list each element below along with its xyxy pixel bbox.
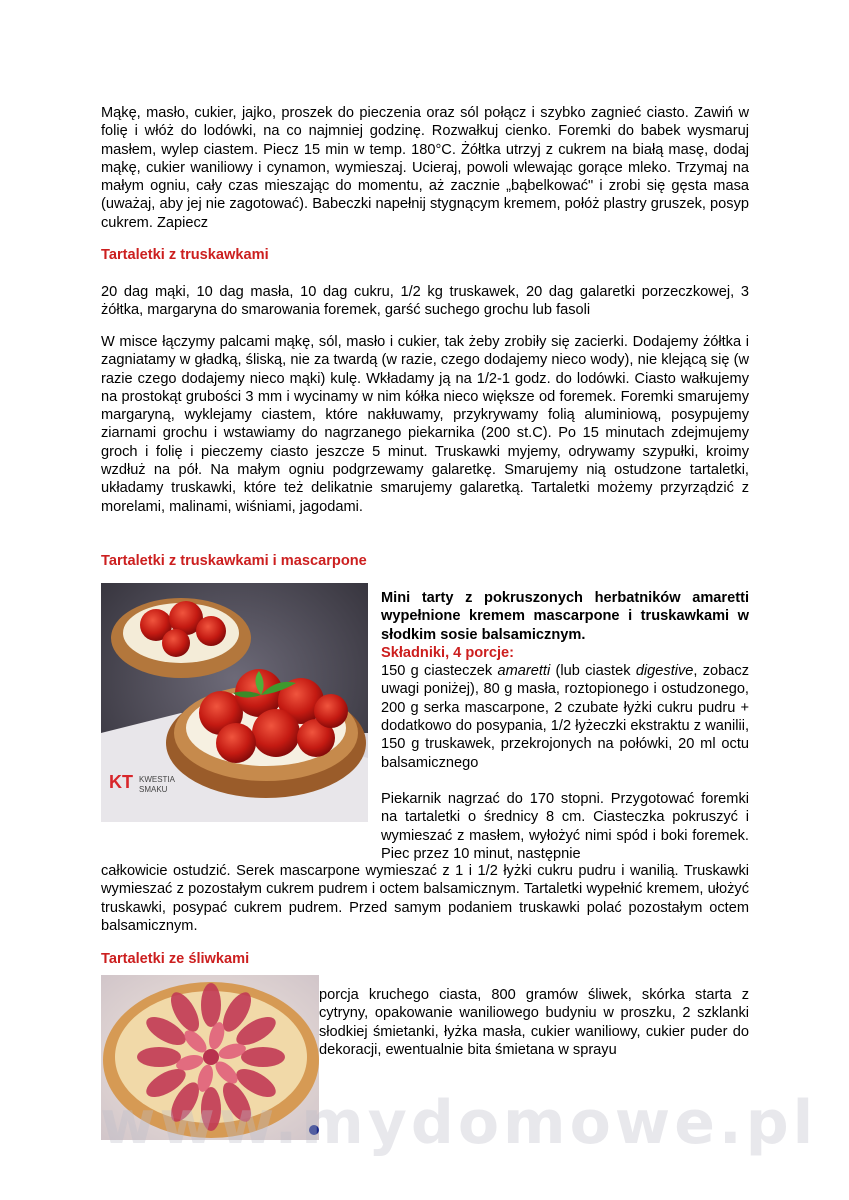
mascarpone-ingredients: 150 g ciasteczek amaretti (lub ciastek digestive, zobacz uwagi poniżej), 80 g masła, roztopionego i ostudzonego, 200 g serka mascarpone, 2 czubate łyżki cukru pudru + dodatkowo do posypania, 1/2 łyżeczki ekstraktu z wanilii, 150 g truskawek, przekrojonych na połówki, 20 ml octu balsamicznego xyxy=(381,663,750,771)
mascarpone-method-part2: całkowicie ostudzić. Serek mascarpone wymieszać z 1 i 1/2 łyżki cukru pudru i wanilią. Truskawki wymieszać z pozostałym cukrem pudrem i octem balsamicznym. Tartaletki wypełnić kremem, ułożyć truskawki, posypać cukrem pudrem. Przed samym podaniem truskawki polać pozostałym octem balsamicznym. xyxy=(101,863,749,934)
plum-tart-ingredients: porcja kruchego ciasta, 800 gramów śliwek, skórka starta z cytryny, opakowanie waniliowego budyniu w proszku, 2 szklanki słodkiej śmietanki, łyżka masła, cukier waniliowy, cukier puder do dekoracji, ewentualnie bita śmietana w sprayu xyxy=(319,987,749,1058)
ingredients-label: Składniki, 4 porcje: xyxy=(381,644,515,661)
section1-method: W misce łączymy palcami mąkę, sól, masło i cukier, tak żeby zrobiły się zacierki. Dodajemy żółtka i zagniatamy w gładką, śliską, nie za twardą (w razie, czego dodajemy nieco wody), nie klejącą się (w razie czego dodajemy nieco mąki) kulę. Wkładamy ją na 1/2-1 godz. do lodówki. Ciasto wałkujemy na prostokąt grubości 3 mm i wycinamy w nim kółka nieco większe od foremek. Foremki smarujemy margaryną, wyklejamy ciastem, które nakłuwamy, przykrywamy folią aluminiową, posypujemy ziarnami grochu i wstawiamy do nagrzanego piekarnika (200 st.C). Po 15 minutach zdejmujemy groch i folię i pieczemy ciasto jeszcze 5 minut. Truskawki myjemy, odrywamy szypułki, kroimy wzdłuż na pół. Na małym ogniu podgrzewamy galaretkę. Smarujemy nią ostudzone tartaletki, układamy truskawki, które też delikatnie smarujemy galaretką. Tartaletki możemy przyrządzić z morelami, malinami, wiśniami, jagodami. xyxy=(101,334,749,515)
mascarpone-lead: Mini tarty z pokruszonych herbatników amaretti wypełnione kremem mascarpone i truskawkami w słodkim sosie balsamicznym. xyxy=(381,590,749,643)
section-title-plum-tartlets: Tartaletki ze śliwkami xyxy=(101,951,250,967)
section1-ingredients: 20 dag mąki, 10 dag masła, 10 dag cukru, 1/2 kg truskawek, 20 dag galaretki porzeczkowej, 3 żółtka, margaryna do smarowania foremek, garść suchego grochu lub fasoli xyxy=(101,284,749,319)
svg-text:KT: KT xyxy=(109,772,133,792)
logo-text-1: KWESTIA xyxy=(139,775,176,784)
mascarpone-recipe-text xyxy=(381,589,749,863)
watermark: www.mydomowe.pl xyxy=(100,1088,818,1158)
strawberry-tart-photo xyxy=(101,583,368,822)
logo-text-2: SMAKU xyxy=(139,785,168,794)
section-title-mascarpone-tartlets: Tartaletki z truskawkami i mascarpone xyxy=(101,553,367,569)
intro-paragraph: Mąkę, masło, cukier, jajko, proszek do pieczenia oraz sól połącz i szybko zagnieć ciasto. Zawiń w folię i włóż do lodówki, na co najmniej godzinę. Rozwałkuj cienko. Foremki do babek wysmaruj masłem, wylep ciastem. Piecz 15 min w temp. 180°C. Żółtka utrzyj z cukrem na białą masę, dodaj mąkę, cukier waniliowy i cynamon, wymieszaj. Ucieraj, powoli wlewając gorące mleko. Trzymaj na małym ogniu, cały czas mieszając do momentu, aż zacznie „bąbelkować" i zrobi się gęsta masa (uważaj, aby jej nie zagotować). Babeczki napełnij stygnącym kremem, połóż plastry gruszek, posyp cukrem. Zapiecz xyxy=(101,105,749,231)
mascarpone-method-part1: Piekarnik nagrzać do 170 stopni. Przygotować foremki na tartaletki o średnicy 8 cm. Ciasteczka pokruszyć i wymieszać z masłem, wyłożyć nimi spód i boki foremek. Piec przez 10 minut, następnie xyxy=(381,790,749,862)
section-title-strawberry-tartlets: Tartaletki z truskawkami xyxy=(101,247,269,263)
